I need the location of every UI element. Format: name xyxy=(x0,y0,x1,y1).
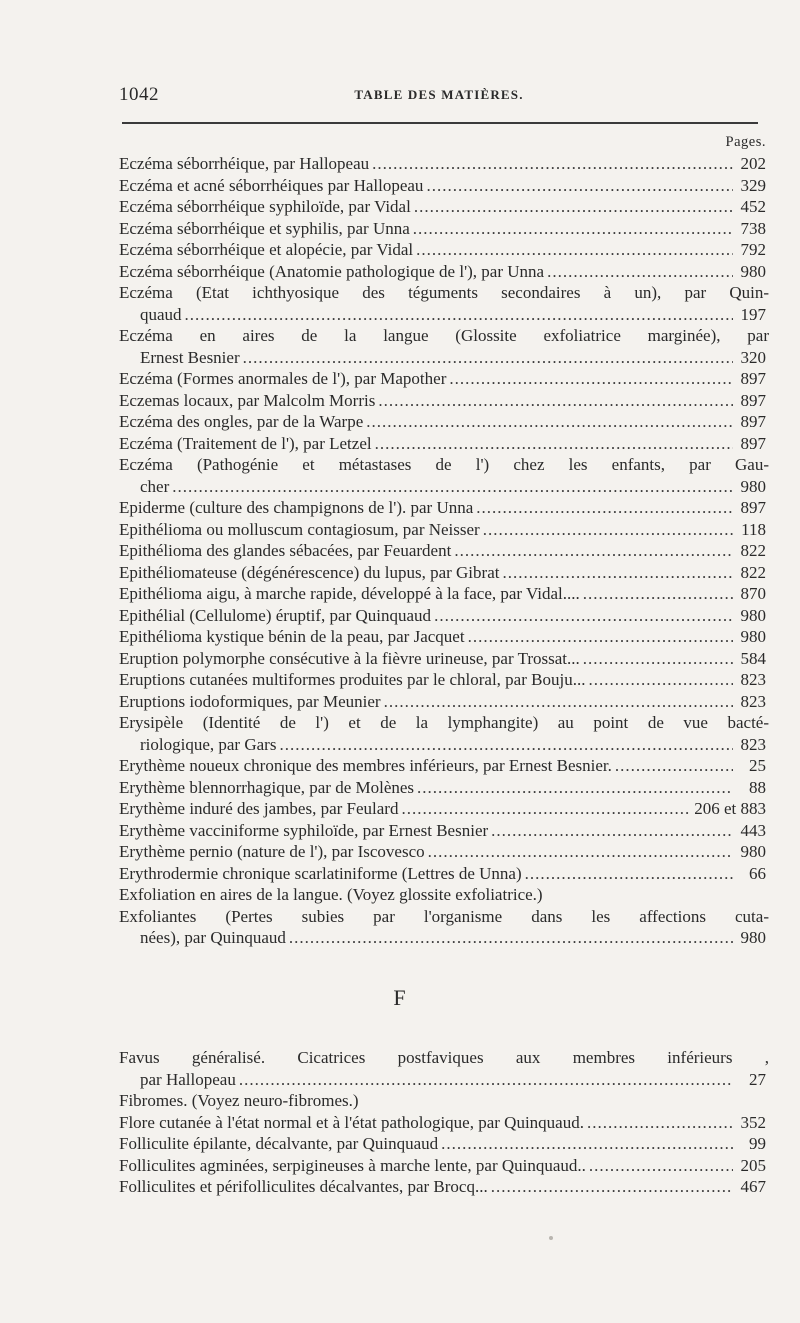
dot-leader xyxy=(279,734,733,756)
dot-leader xyxy=(502,562,733,584)
dot-leader xyxy=(468,626,733,648)
entry-text: Eczéma et acné séborrhéiques par Hallopeau xyxy=(119,175,424,195)
entry-last-line xyxy=(119,820,769,842)
toc-entry xyxy=(119,1112,769,1134)
dot-leader xyxy=(243,347,733,369)
dot-leader xyxy=(414,196,733,218)
entry-last-line xyxy=(119,540,769,562)
toc-entry xyxy=(119,798,769,820)
page-ref: 822 xyxy=(740,541,766,560)
entry-text: Erythème pernio (nature de l'), par Iscovesco xyxy=(119,842,425,861)
dot-leader xyxy=(416,239,733,261)
entry-last-line xyxy=(119,1112,769,1134)
section-e-entries xyxy=(119,153,769,949)
entry-last-line xyxy=(119,583,769,605)
entry-last-line xyxy=(119,153,769,175)
page-ref: 897 xyxy=(740,433,766,453)
page-ref: 88 xyxy=(749,777,766,797)
toc-entry xyxy=(119,1133,769,1155)
toc-entry xyxy=(119,497,769,519)
dot-leader xyxy=(384,691,733,713)
entry-last-line xyxy=(119,777,769,799)
page-ref: 206 et 883 xyxy=(694,799,766,818)
entry-text-line: Eczéma (Pathogénie et métastases de l') chez les enfants, par Gau- xyxy=(119,455,769,474)
page-ref: 822 xyxy=(740,562,766,582)
page-ref: 205 xyxy=(740,1155,766,1175)
page-ref: 118 xyxy=(741,519,766,539)
entry-text: Erythème noueux chronique des membres inférieurs, par Ernest Besnier. xyxy=(119,756,612,775)
entry-text: par Hallopeau xyxy=(140,1069,236,1089)
entry-last-line xyxy=(119,519,769,541)
entry-last-line xyxy=(119,390,769,412)
entry-text: Epithélioma kystique bénin de la peau, par Jacquet xyxy=(119,627,465,646)
toc-entry xyxy=(119,562,769,584)
dot-leader xyxy=(587,1112,733,1134)
toc-entry xyxy=(119,777,769,799)
entry-text: nées), par Quinquaud xyxy=(140,928,286,947)
entry-text: Eruptions cutanées multiformes produites par le chloral, par Bouju... xyxy=(119,670,586,689)
entry-last-line xyxy=(119,841,769,863)
entry-text-line: Exfoliantes (Pertes subies par l'organisme dans les affections cuta- xyxy=(119,906,769,926)
entry-last-line xyxy=(119,755,769,777)
entry-last-line xyxy=(119,1069,769,1091)
toc-entry xyxy=(119,906,769,949)
dot-leader xyxy=(491,820,733,842)
toc-entry xyxy=(119,648,769,670)
toc-entry xyxy=(119,540,769,562)
toc-entry xyxy=(119,196,769,218)
dot-leader xyxy=(172,476,733,498)
toc-entry xyxy=(119,669,769,691)
toc-entry xyxy=(119,712,769,755)
dot-leader xyxy=(588,669,733,691)
entry-text: Eczéma séborrhéique syphiloïde, par Vidal xyxy=(119,197,411,216)
entry-last-line xyxy=(119,626,769,648)
page-ref: 897 xyxy=(740,412,766,431)
toc-entry xyxy=(119,1047,769,1090)
page-ref: 584 xyxy=(740,648,766,668)
page-number: 1042 xyxy=(119,84,159,105)
toc-entry xyxy=(119,863,769,885)
toc-entry xyxy=(119,239,769,261)
toc-entry xyxy=(119,175,769,197)
page-ref: 27 xyxy=(749,1069,766,1089)
entry-last-line xyxy=(119,239,769,261)
entry-text: Epithélial (Cellulome) éruptif, par Quinquaud xyxy=(119,605,432,625)
entry-text: Flore cutanée à l'état normal et à l'état pathologique, par Quinquaud. xyxy=(119,1112,584,1132)
dot-leader xyxy=(547,261,733,283)
page-ref: 980 xyxy=(740,476,766,496)
page-ref: 197 xyxy=(740,304,766,324)
toc-entry xyxy=(119,433,769,455)
dot-leader xyxy=(378,390,733,412)
entry-text: Erythème induré des jambes, par Feulard xyxy=(119,799,399,818)
page-ref: 823 xyxy=(740,691,766,711)
entry-last-line xyxy=(119,605,769,627)
entry-last-line xyxy=(119,368,769,390)
page-ref: 980 xyxy=(740,261,766,281)
entry-last-line xyxy=(119,648,769,670)
toc-entry xyxy=(119,454,769,497)
page-ref: 897 xyxy=(740,390,766,410)
paper-speck xyxy=(549,1236,553,1240)
toc-entry xyxy=(119,261,769,283)
page-ref: 792 xyxy=(740,240,766,259)
page-ref: 980 xyxy=(740,605,766,625)
page-ref: 452 xyxy=(740,197,766,216)
entry-text: Eruption polymorphe consécutive à la fièvre urineuse, par Trossat... xyxy=(119,648,580,668)
entry-text: Eczéma séborrhéique et syphilis, par Unna xyxy=(119,218,410,238)
dot-leader xyxy=(476,497,733,519)
page-ref: 980 xyxy=(740,928,766,947)
toc-entry xyxy=(119,153,769,175)
dot-leader xyxy=(441,1133,733,1155)
entry-last-line xyxy=(119,669,769,691)
entry-text: Erythème vacciniforme syphiloïde, par Ernest Besnier xyxy=(119,820,489,840)
page-ref: 980 xyxy=(740,842,766,861)
toc-entry xyxy=(119,325,769,368)
header-rule xyxy=(122,122,758,124)
page-ref: 980 xyxy=(740,627,766,646)
toc-entry xyxy=(119,519,769,541)
dot-leader xyxy=(483,519,733,541)
page-header xyxy=(119,84,759,108)
entry-text-line: Eczéma en aires de la langue (Glossite exfoliatrice marginée), par xyxy=(119,326,769,345)
entry-text-line: Erysipèle (Identité de l') et de la lymphangite) au point de vue bacté- xyxy=(119,713,769,732)
toc-entry xyxy=(119,626,769,648)
entry-last-line xyxy=(119,218,769,240)
entry-last-line xyxy=(119,1133,769,1155)
dot-leader xyxy=(239,1069,733,1091)
page-ref: 66 xyxy=(749,863,766,883)
entry-last-line xyxy=(119,175,769,197)
entry-last-line xyxy=(119,304,769,326)
page-ref: 897 xyxy=(740,369,766,388)
entry-last-line xyxy=(119,476,769,498)
entry-text: Epithélioma aigu, à marche rapide, développé à la face, par Vidal.... xyxy=(119,584,580,603)
dot-leader xyxy=(434,605,733,627)
dot-leader xyxy=(454,540,733,562)
section-f-entries xyxy=(119,1047,769,1198)
entry-last-line xyxy=(119,433,769,455)
entry-last-line xyxy=(119,1176,769,1198)
entry-last-line xyxy=(119,347,769,369)
toc-entry xyxy=(119,755,769,777)
entry-last-line xyxy=(119,196,769,218)
dot-leader xyxy=(428,841,733,863)
entry-text: Eczéma séborrhéique et alopécie, par Vidal xyxy=(119,240,414,259)
entry-last-line xyxy=(119,497,769,519)
page-ref: 25 xyxy=(749,756,766,775)
toc-entry xyxy=(119,691,769,713)
page-ref: 823 xyxy=(740,670,766,689)
entry-text: Eczéma (Formes anormales de l'), par Mapother xyxy=(119,369,447,388)
dot-leader xyxy=(615,755,733,777)
page-ref: 870 xyxy=(740,584,766,603)
entry-text: Folliculites agminées, serpigineuses à marche lente, par Quinquaud.. xyxy=(119,1155,586,1175)
dot-leader xyxy=(525,863,733,885)
dot-leader xyxy=(583,583,733,605)
pages-column-label: Pages. xyxy=(725,134,766,150)
page-ref: 897 xyxy=(740,498,766,517)
page-ref: 823 xyxy=(740,734,766,754)
entry-text: Ernest Besnier xyxy=(140,347,240,367)
entry-text: Eczéma séborrhéique, par Hallopeau xyxy=(119,154,370,173)
dot-leader xyxy=(449,368,733,390)
toc-entry xyxy=(119,884,769,906)
dot-leader xyxy=(589,1155,733,1177)
page-ref: 329 xyxy=(740,175,766,195)
dot-leader xyxy=(185,304,733,326)
page-ref: 443 xyxy=(740,820,766,840)
entry-text-line: Favus généralisé. Cicatrices postfaviques aux membres inférieurs , xyxy=(119,1048,769,1067)
toc-entry xyxy=(119,368,769,390)
page-ref: 202 xyxy=(740,154,766,173)
dot-leader xyxy=(583,648,733,670)
entry-text: Eczéma séborrhéique (Anatomie pathologique de l'), par Unna xyxy=(119,261,545,281)
entry-last-line xyxy=(119,863,769,885)
entry-text-line: Fibromes. (Voyez neuro-fibromes.) xyxy=(119,1091,359,1110)
page-ref: 320 xyxy=(740,347,766,367)
entry-text-line: Eczéma (Etat ichthyosique des téguments secondaires à un), par Quin- xyxy=(119,283,769,302)
toc-entry xyxy=(119,605,769,627)
dot-leader xyxy=(491,1176,733,1198)
entry-last-line xyxy=(119,411,769,433)
toc-entry xyxy=(119,411,769,433)
toc-entry xyxy=(119,820,769,842)
dot-leader xyxy=(417,777,733,799)
entry-text: riologique, par Gars xyxy=(140,734,277,754)
entry-text: Epithélioma ou molluscum contagiosum, par Neisser xyxy=(119,519,480,539)
running-title: TABLE DES MATIÈRES. xyxy=(354,87,524,102)
dot-leader xyxy=(413,218,733,240)
toc-entry xyxy=(119,1090,769,1112)
entry-text: Eczemas locaux, par Malcolm Morris xyxy=(119,390,376,410)
entry-last-line xyxy=(119,927,769,949)
page-ref: 99 xyxy=(749,1134,766,1153)
entry-text: Eczéma des ongles, par de la Warpe xyxy=(119,412,364,431)
entry-text: Epiderme (culture des champignons de l'). par Unna xyxy=(119,498,474,517)
toc-entry xyxy=(119,583,769,605)
toc-entry xyxy=(119,1155,769,1177)
entry-text: Folliculites et périfolliculites décalvantes, par Brocq... xyxy=(119,1177,488,1196)
entry-text: Erythème blennorrhagique, par de Molènes xyxy=(119,777,415,797)
entry-last-line xyxy=(119,1155,769,1177)
entry-last-line xyxy=(119,691,769,713)
toc-entry xyxy=(119,390,769,412)
entry-text: Folliculite épilante, décalvante, par Quinquaud xyxy=(119,1134,439,1153)
dot-leader xyxy=(426,175,733,197)
entry-text: Erythrodermie chronique scarlatiniforme (Lettres de Unna) xyxy=(119,863,522,883)
page-ref: 467 xyxy=(740,1177,766,1196)
toc-entry xyxy=(119,1176,769,1198)
dot-leader xyxy=(366,411,733,433)
entry-last-line xyxy=(119,261,769,283)
entry-last-line xyxy=(119,562,769,584)
section-letter-heading: F xyxy=(393,985,407,1010)
entry-last-line xyxy=(119,798,769,820)
entry-text: cher xyxy=(140,476,170,496)
entry-text: Eruptions iodoformiques, par Meunier xyxy=(119,691,381,711)
toc-entry xyxy=(119,841,769,863)
dot-leader xyxy=(372,153,733,175)
dot-leader xyxy=(289,927,733,949)
entry-last-line xyxy=(119,734,769,756)
dot-leader xyxy=(401,798,691,820)
page-ref: 352 xyxy=(740,1112,766,1132)
entry-text-line: Exfoliation en aires de la langue. (Voyez glossite exfoliatrice.) xyxy=(119,885,543,904)
page-ref: 738 xyxy=(740,218,766,238)
entry-text: Eczéma (Traitement de l'), par Letzel xyxy=(119,433,372,453)
toc-entry xyxy=(119,218,769,240)
entry-text: Epithélioma des glandes sébacées, par Feuardent xyxy=(119,541,452,560)
entry-text: Epithéliomateuse (dégénérescence) du lupus, par Gibrat xyxy=(119,562,500,582)
toc-entry xyxy=(119,282,769,325)
dot-leader xyxy=(375,433,733,455)
entry-text: quaud xyxy=(140,304,182,324)
